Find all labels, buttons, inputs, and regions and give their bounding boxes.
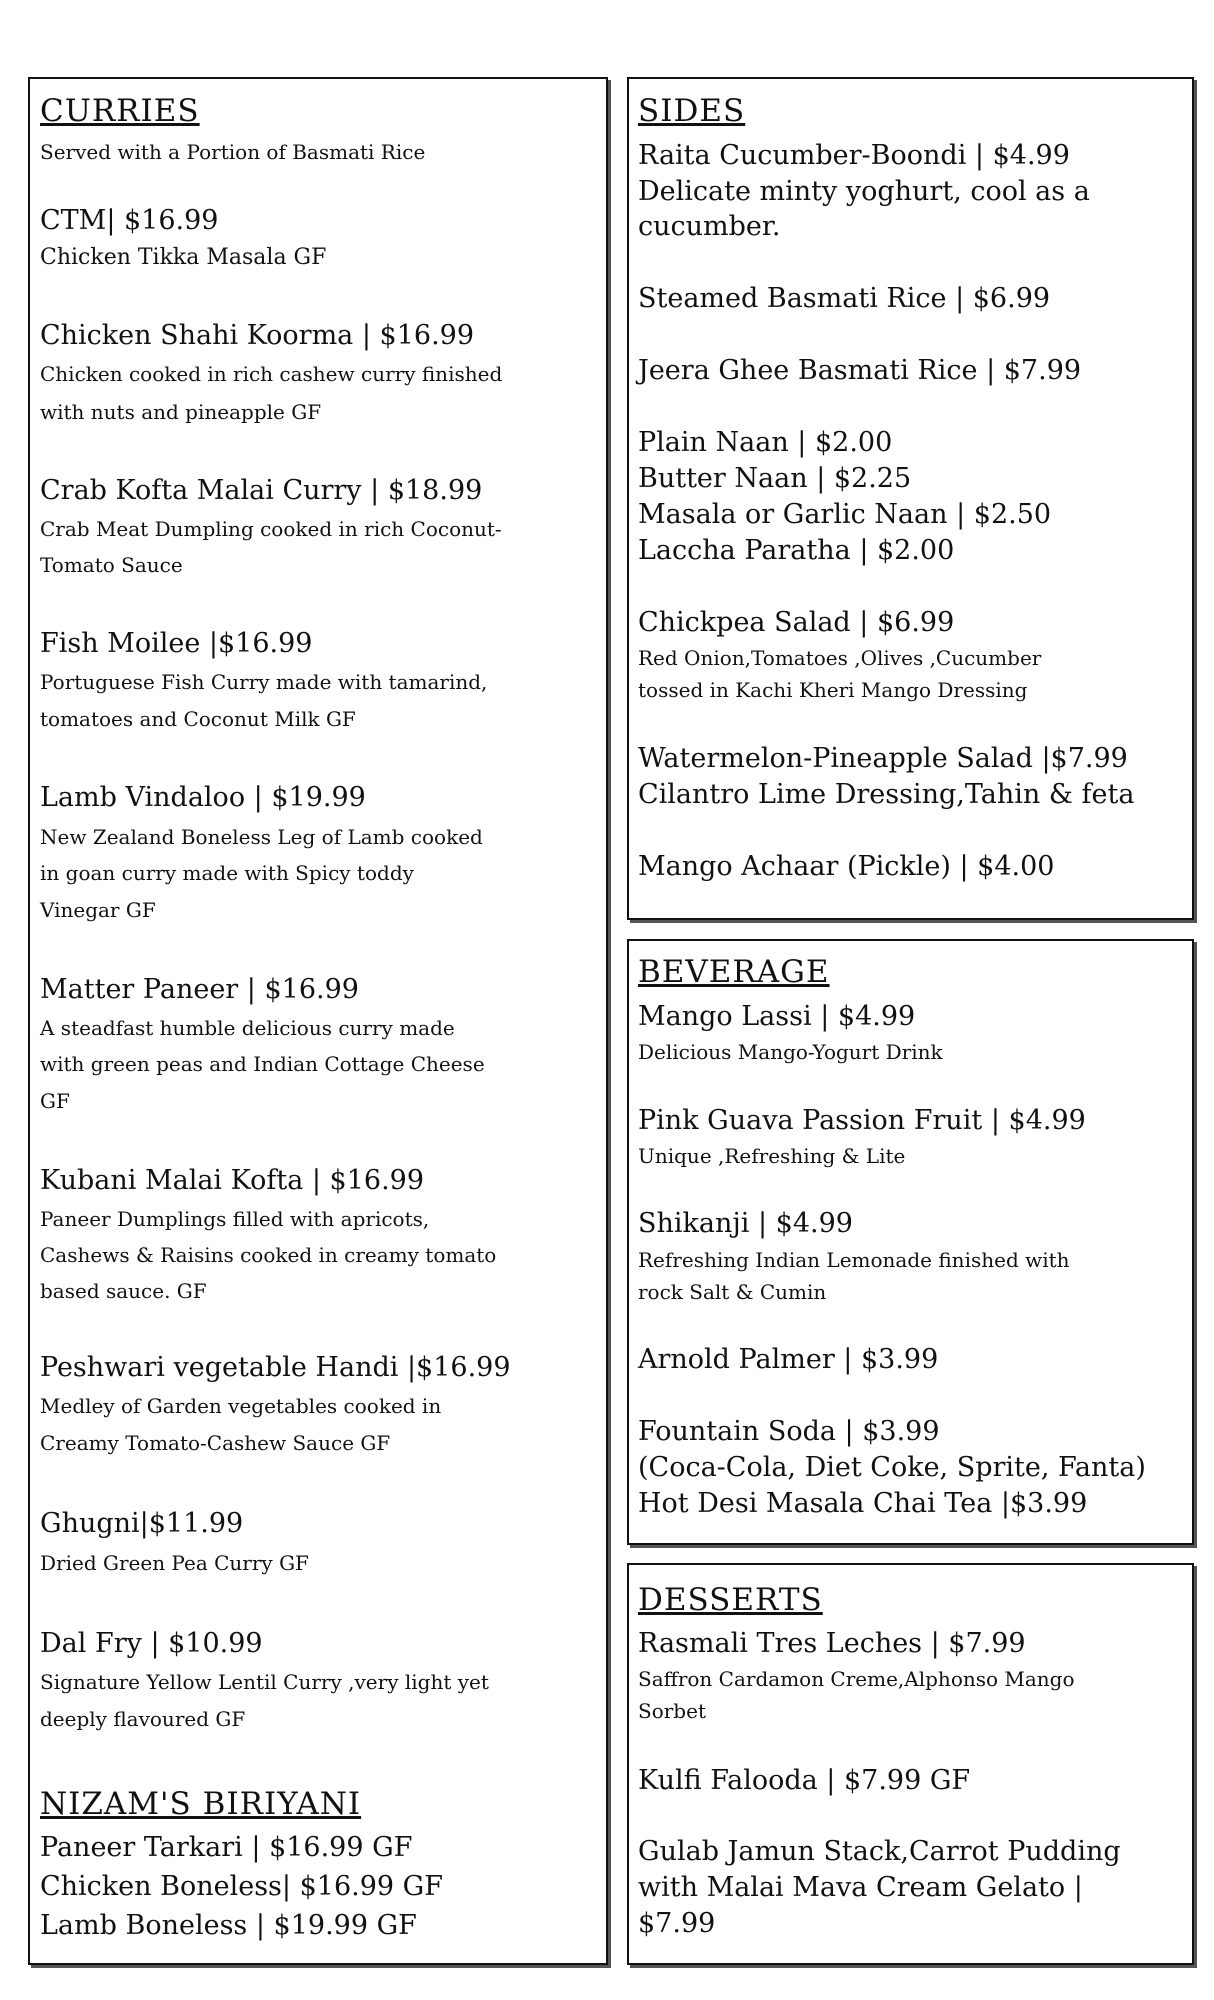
- menu-item-desc: Dried Green Pea Curry GF: [40, 1551, 309, 1575]
- menu-item-name: Fish Moilee |$16.99: [40, 628, 313, 659]
- menu-item-name: Steamed Basmati Rice | $6.99: [638, 283, 1051, 314]
- menu-item-name: Fountain Soda | $3.99: [638, 1416, 940, 1447]
- menu-item-desc: in goan curry made with Spicy toddy: [40, 861, 414, 885]
- menu-item-name: Paneer Tarkari | $16.99 GF: [40, 1832, 413, 1863]
- menu-item-desc: Medley of Garden vegetables cooked in: [40, 1394, 442, 1418]
- menu-item-desc: Unique ,Refreshing & Lite: [638, 1144, 906, 1168]
- menu-item-name: Arnold Palmer | $3.99: [638, 1344, 939, 1375]
- menu-item-desc: Cashews & Raisins cooked in creamy tomato: [40, 1243, 497, 1267]
- menu-item-name: Watermelon-Pineapple Salad |$7.99: [638, 743, 1128, 774]
- menu-item-name: Crab Kofta Malai Curry | $18.99: [40, 475, 483, 506]
- menu-item-desc: rock Salt & Cumin: [638, 1280, 827, 1304]
- menu-item-name: Mango Lassi | $4.99: [638, 1001, 916, 1032]
- menu-item-desc: Chicken cooked in rich cashew curry finished: [40, 362, 503, 386]
- menu-item-name: Ghugni|$11.99: [40, 1508, 244, 1539]
- menu-item-desc: Saffron Cardamon Creme,Alphonso Mango: [638, 1667, 1075, 1691]
- menu-item-desc: Portuguese Fish Curry made with tamarind,: [40, 670, 488, 694]
- menu-item-desc: Refreshing Indian Lemonade finished with: [638, 1248, 1070, 1272]
- menu-item-name: Kubani Malai Kofta | $16.99: [40, 1165, 425, 1196]
- menu-item-name: Peshwari vegetable Handi |$16.99: [40, 1352, 511, 1383]
- menu-item-name: Butter Naan | $2.25: [638, 463, 912, 494]
- menu-item-name: Gulab Jamun Stack,Carrot Pudding: [638, 1836, 1121, 1867]
- menu-item-desc: Creamy Tomato-Cashew Sauce GF: [40, 1431, 391, 1455]
- menu-item-name: Chicken Shahi Koorma | $16.99: [40, 320, 475, 351]
- menu-item-desc: Delicious Mango-Yogurt Drink: [638, 1040, 943, 1064]
- menu-item-name: Jeera Ghee Basmati Rice | $7.99: [638, 355, 1082, 386]
- menu-item-name: Plain Naan | $2.00: [638, 427, 893, 458]
- desserts-panel: [627, 1563, 1194, 1965]
- menu-item-desc: Sorbet: [638, 1699, 706, 1723]
- menu-item-name: Hot Desi Masala Chai Tea |$3.99: [638, 1488, 1088, 1519]
- menu-item-desc: Paneer Dumplings filled with apricots,: [40, 1207, 430, 1231]
- menu-item-desc: based sauce. GF: [40, 1279, 207, 1303]
- menu-item-desc: with nuts and pineapple GF: [40, 400, 322, 424]
- menu-item-desc: Delicate minty yoghurt, cool as a: [638, 176, 1090, 207]
- curries-heading: CURRIES: [40, 93, 200, 129]
- menu-item-desc: Tomato Sauce: [40, 553, 183, 577]
- menu-item-name: Kulfi Falooda | $7.99 GF: [638, 1765, 971, 1796]
- menu-item-desc: tossed in Kachi Kheri Mango Dressing: [638, 678, 1028, 702]
- biriyani-heading: NIZAM'S BIRIYANI: [40, 1786, 362, 1822]
- menu-item-name: Raita Cucumber-Boondi | $4.99: [638, 140, 1070, 171]
- menu-item-desc: tomatoes and Coconut Milk GF: [40, 707, 356, 731]
- menu-item-desc: New Zealand Boneless Leg of Lamb cooked: [40, 825, 483, 849]
- menu-item-name: Dal Fry | $10.99: [40, 1628, 263, 1659]
- menu-item-desc: with green peas and Indian Cottage Cheese: [40, 1052, 485, 1076]
- menu-item-desc: Chicken Tikka Masala GF: [40, 245, 327, 270]
- menu-item-desc: deeply flavoured GF: [40, 1707, 246, 1731]
- menu-item-desc: Signature Yellow Lentil Curry ,very light yet: [40, 1670, 489, 1694]
- menu-item-name: Matter Paneer | $16.99: [40, 974, 359, 1005]
- menu-item-name: Chicken Boneless| $16.99 GF: [40, 1871, 443, 1902]
- menu-item-desc: cucumber.: [638, 211, 781, 242]
- menu-item-name: Shikanji | $4.99: [638, 1208, 853, 1239]
- menu-item-desc: Cilantro Lime Dressing,Tahin & feta: [638, 779, 1135, 810]
- menu-item-name: Lamb Vindaloo | $19.99: [40, 782, 366, 813]
- menu-item-name: Laccha Paratha | $2.00: [638, 535, 955, 566]
- beverage-heading: BEVERAGE: [638, 954, 830, 990]
- menu-item-desc: Vinegar GF: [40, 898, 156, 922]
- menu-item-name: CTM| $16.99: [40, 205, 219, 236]
- menu-item-name: Masala or Garlic Naan | $2.50: [638, 499, 1052, 530]
- menu-item-name: Rasmali Tres Leches | $7.99: [638, 1628, 1026, 1659]
- curries-subtitle: Served with a Portion of Basmati Rice: [40, 140, 426, 164]
- menu-item-desc: Red Onion,Tomatoes ,Olives ,Cucumber: [638, 646, 1042, 670]
- menu-item-desc: Crab Meat Dumpling cooked in rich Coconut-: [40, 517, 502, 541]
- menu-item-name: with Malai Mava Cream Gelato |: [638, 1872, 1083, 1903]
- menu-item-name: Lamb Boneless | $19.99 GF: [40, 1910, 417, 1941]
- menu-item-name: $7.99: [638, 1908, 716, 1939]
- menu-item-desc: A steadfast humble delicious curry made: [40, 1016, 455, 1040]
- desserts-heading: DESSERTS: [638, 1582, 823, 1618]
- menu-item-desc: GF: [40, 1089, 70, 1113]
- menu-item-name: Pink Guava Passion Fruit | $4.99: [638, 1105, 1086, 1136]
- menu-item-name: Chickpea Salad | $6.99: [638, 607, 955, 638]
- menu-item-desc: (Coca-Cola, Diet Coke, Sprite, Fanta): [638, 1452, 1146, 1483]
- sides-heading: SIDES: [638, 93, 746, 129]
- menu-item-name: Mango Achaar (Pickle) | $4.00: [638, 851, 1055, 882]
